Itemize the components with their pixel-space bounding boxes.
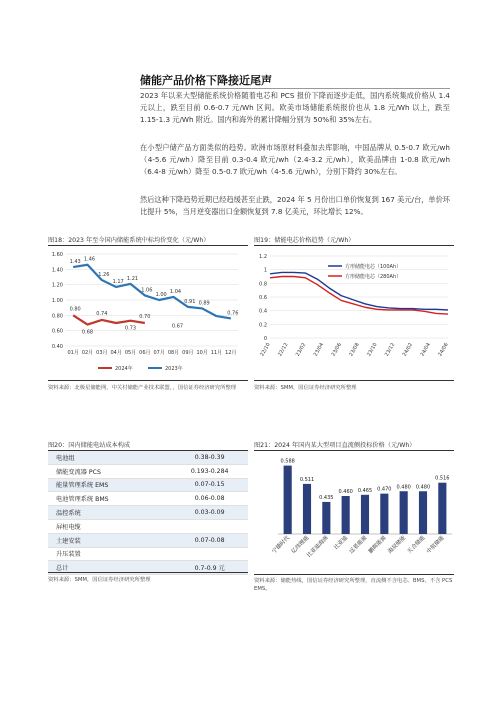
fig18-xtick-label: 01月 <box>67 350 79 356</box>
fig18-xtick-label: 11月 <box>210 350 223 356</box>
fig21-bar-label: 0.470 <box>377 486 392 493</box>
cost-item-value: 0.07-0.15 <box>171 478 248 492</box>
fig18-data-label: 1.21 <box>126 275 139 282</box>
fig18-xtick-label: 07月 <box>153 350 165 356</box>
cost-table-row <box>48 533 248 547</box>
fig21-top-rule <box>254 450 454 451</box>
fig18-xtick-label: 05月 <box>124 350 137 356</box>
fig19-ytick-label: 0 <box>263 336 267 342</box>
cost-item-value: 0.193-0.284 <box>171 464 248 478</box>
fig19-xtick-label: 23/08 <box>348 342 361 358</box>
fig18-data-label: 1.26 <box>98 272 110 279</box>
fig19-xtick-label: 24/04 <box>419 342 432 358</box>
fig19-xtick-label: 24/02 <box>401 342 415 358</box>
fig18-data-label: 1.00 <box>155 292 167 298</box>
fig21-bar <box>342 496 350 534</box>
cost-item-value <box>171 519 248 533</box>
fig18-ytick-label: 1.20 <box>51 282 63 289</box>
fig18-xtick-label: 08月 <box>167 350 180 356</box>
fig18-data-label: 0.73 <box>124 325 137 332</box>
fig21-category-label: 中航储能 <box>425 535 446 555</box>
fig18-data-label: 1.43 <box>69 259 81 266</box>
fig21-bar-label: 0.516 <box>435 475 450 482</box>
fig19-xtick-label: 23/02 <box>294 342 308 358</box>
fig21-category-label: 海辰储能 <box>387 535 408 555</box>
fig18-data-label: 0.74 <box>96 310 108 317</box>
cost-table-row <box>48 506 248 520</box>
cost-table-row <box>48 451 248 464</box>
fig19-xtick-label: 23/10 <box>366 342 379 358</box>
fig18-xtick-label: 09月 <box>182 350 194 356</box>
fig19-xtick-label: 24/06 <box>437 342 450 358</box>
fig21-category-label: 鹏辉能源 <box>367 535 388 555</box>
cost-item-name: 电池组 <box>48 451 171 464</box>
cost-item-value: 0.07-0.08 <box>171 533 248 547</box>
fig19-xtick-label: 23/04 <box>312 342 326 358</box>
cost-table-row <box>48 464 248 478</box>
fig18-data-label: 1.17 <box>112 278 124 285</box>
fig18-data-label: 0.67 <box>171 323 184 330</box>
fig18-bottom-rule <box>48 380 248 381</box>
fig19-legend-label-280ah: 方形储能电芯（280Ah） <box>345 274 402 280</box>
fig18-ytick-label: 0.80 <box>51 313 63 320</box>
fig18-chart <box>40 246 250 376</box>
cost-item-name: 屏柜电缆 <box>48 519 171 533</box>
fig21-bar <box>400 491 408 534</box>
fig19-xtick-label: 22/10 <box>259 342 272 358</box>
fig19-xtick-label: 23/12 <box>383 342 397 358</box>
fig18-xtick-label: 12月 <box>225 350 237 356</box>
fig18-data-label: 1.06 <box>141 287 153 294</box>
cost-item-name: 储能变流器 PCS <box>48 464 171 478</box>
fig18-data-label: 1.04 <box>169 288 182 295</box>
fig18-data-label: 0.68 <box>81 329 94 336</box>
cost-table-row <box>48 519 248 533</box>
fig21-bar <box>284 466 292 534</box>
fig21-bar-label: 0.511 <box>299 476 315 483</box>
fig18-title: 图18：2023 年至今国内储能系统中标均价变化（元/Wh） <box>48 237 210 244</box>
title-divider <box>140 88 450 89</box>
fig19-ytick-label: 1 <box>263 267 267 274</box>
fig18-xtick-label: 06月 <box>139 350 151 356</box>
fig18-source: 资料来源：北极星储能网，中关村储能产业技术联盟，，国信证券经济研究所整理 <box>48 385 237 391</box>
fig18-ytick-label: 0.40 <box>51 344 63 350</box>
fig19-chart <box>248 246 456 376</box>
fig21-bar <box>303 484 311 534</box>
fig18-legend-label-2024: 2024年 <box>115 366 133 372</box>
fig21-bar <box>380 494 388 534</box>
cost-item-value: 0.03-0.09 <box>171 506 248 520</box>
fig19-ytick-label: 0.8 <box>259 281 267 288</box>
cost-item-value <box>171 547 248 561</box>
fig21-category-label: 宁德时代 <box>271 535 292 555</box>
fig21-bar-label: 0.460 <box>338 489 353 495</box>
cost-table-row <box>48 478 248 492</box>
fig18-data-label: 1.46 <box>83 256 96 263</box>
fig18-ytick-label: 1.60 <box>51 252 63 258</box>
fig18-ytick-label: 0.60 <box>51 328 63 335</box>
paragraph-3: 然后这种下降趋势近期已经趋缓甚至止跌，2024 年 5 月份出口单价恢复到 167 美元/台，单价环比提升 5%，当月逆变器出口金额恢复到 7.8 亿美元，环比增长 12%。 <box>140 195 450 216</box>
cost-item-value: 0.7-0.9 元 <box>171 561 248 575</box>
fig21-category-label: 比亚迪海洲 <box>306 535 330 559</box>
fig18-data-label: 0.76 <box>227 310 239 317</box>
fig18-xtick-label: 03月 <box>96 350 108 356</box>
cost-item-name: 能量管理系统 EMS <box>48 478 171 492</box>
fig18-data-label: 0.80 <box>69 306 81 313</box>
fig21-bottom-rule <box>254 574 454 575</box>
fig21-source: 资料来源：储能热线，国信证券经济研究所整理，直流侧不含电芯、BMS、不含 PCS EMS。 <box>254 578 453 592</box>
fig19-legend-label-100ah: 方形储能电芯（100Ah） <box>345 264 402 270</box>
fig21-bar <box>419 491 427 534</box>
fig21-category-label: 远景能源 <box>348 535 369 555</box>
fig18-xtick-label: 10月 <box>196 350 208 356</box>
cost-item-name: 电池管理系统 BMS <box>48 492 171 506</box>
fig20-title: 图20：国内储能电站成本构成 <box>48 442 131 449</box>
cost-item-value: 0.38-0.39 <box>171 451 248 464</box>
fig19-title: 图19：储能电芯价格趋势（元/Wh） <box>254 237 355 244</box>
paragraph-2: 在小型户储产品方面类似的趋势。欧洲市场原材料叠加去库影响，中国品牌从 0.5-0.7 欧元/wh（4-5.6 元/wh）降至目前 0.3-0.4 欧元/wh（2.4-3.2 元/wh），欧美品牌由 1-0.8 欧元/wh（6.4-8 元/wh）降至 0.5-0.7 欧元/wh（4-5.6 元/wh），分别下降约 30%左右。 <box>140 143 450 176</box>
fig21-bar-label: 0.465 <box>357 487 373 494</box>
cost-table-row <box>48 547 248 561</box>
cost-item-value: 0.06-0.08 <box>171 492 248 506</box>
fig21-category-label: 天合储能 <box>406 535 427 555</box>
section-title: 储能产品价格下降接近尾声 <box>140 74 272 87</box>
fig19-source: 资料来源：SMM，国信证券经济研究所整理 <box>254 385 357 391</box>
fig21-category-label: 比亚迪 <box>333 535 350 552</box>
fig21-chart <box>254 452 454 574</box>
fig18-data-label: 0.91 <box>184 298 196 305</box>
fig20-source: 资料来源：SMM，国信证券经济研究所整理 <box>48 577 151 583</box>
cost-item-name: 温控系统 <box>48 506 171 520</box>
fig21-title: 图21：2024 年国内某大型项目直流侧投标价格（元/Wh） <box>254 442 416 449</box>
cost-item-name: 总计 <box>48 561 171 575</box>
fig18-series-line-2024 <box>73 315 145 324</box>
fig20-bottom-rule <box>48 572 248 573</box>
fig18-legend-label-2023: 2023年 <box>165 366 183 372</box>
fig21-bar <box>361 495 369 534</box>
fig21-bar-label: 0.480 <box>415 484 431 491</box>
fig18-ytick-label: 1.00 <box>51 298 63 304</box>
fig18-data-label: 0.70 <box>139 314 151 320</box>
fig21-bar-label: 0.435 <box>319 494 334 501</box>
fig18-data-label: 0.89 <box>198 300 210 307</box>
cost-item-name: 土建安装 <box>48 533 171 547</box>
fig19-ytick-label: 0.2 <box>259 322 267 329</box>
fig19-xtick-label: 22/12 <box>277 342 290 358</box>
fig19-ytick-label: 0.4 <box>259 308 267 315</box>
cost-item-name: 升压装置 <box>48 547 171 561</box>
fig19-ytick-label: 1.2 <box>259 254 267 260</box>
fig21-bar-label: 0.480 <box>396 484 411 491</box>
fig21-bar <box>322 502 330 534</box>
paragraph-1: 2023 年以来大型储能系统价格随着电芯和 PCS 报价下降而逐步走低，国内系统集成价格从 1.4 元以上，跌至目前 0.6-0.7 元/Wh 区间。欧美市场储能系统报价也从 1.8 元/Wh 以上，跌至 1.15-1.3 元/Wh 附近。国内和海外的累计降幅分别为 50%和 35%左右。 <box>140 91 450 124</box>
fig21-bar <box>438 483 446 534</box>
fig18-xtick-label: 02月 <box>81 350 94 356</box>
fig21-category-label: 亿纬锂能 <box>290 535 311 555</box>
fig19-bottom-rule <box>254 380 454 381</box>
cost-table <box>48 451 248 575</box>
fig19-xtick-label: 23/06 <box>330 342 343 358</box>
fig21-bar-label: 0.588 <box>280 458 295 465</box>
fig18-xtick-label: 04月 <box>110 350 122 356</box>
fig19-ytick-label: 0.6 <box>259 295 267 301</box>
fig18-ytick-label: 1.40 <box>51 267 63 274</box>
cost-table-row <box>48 492 248 506</box>
